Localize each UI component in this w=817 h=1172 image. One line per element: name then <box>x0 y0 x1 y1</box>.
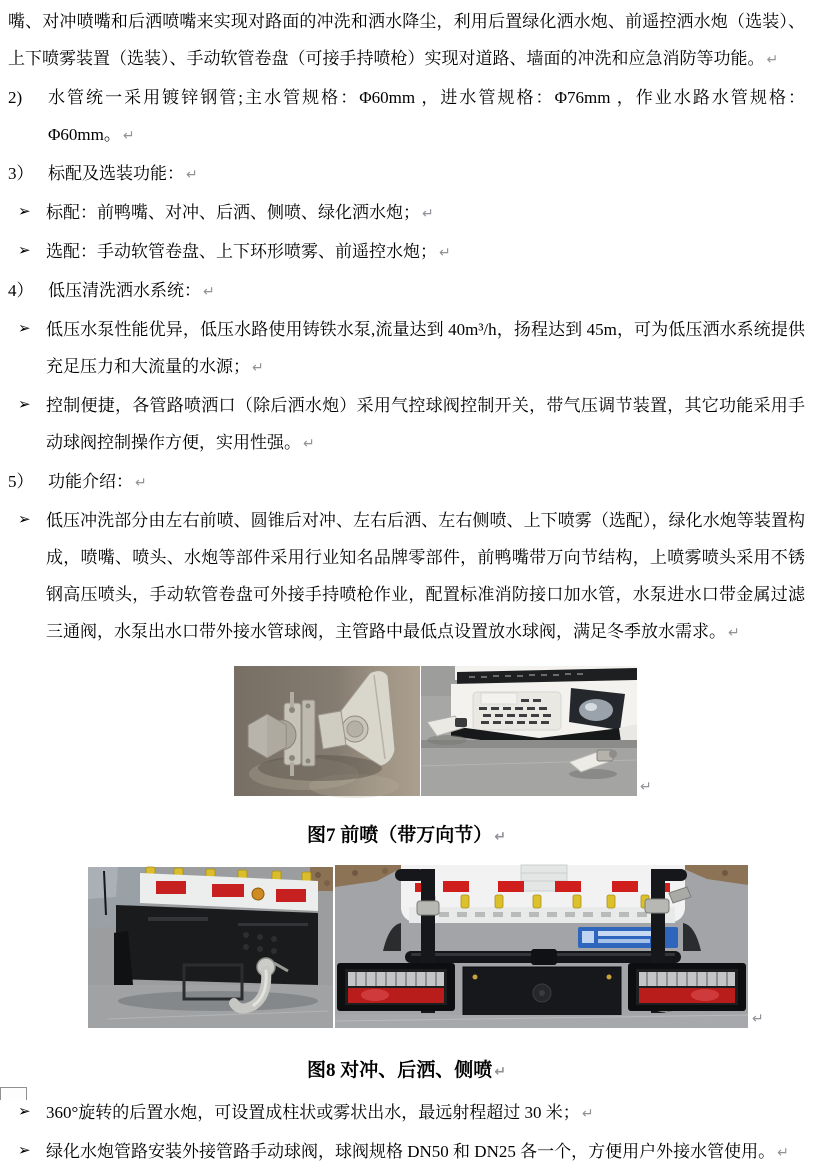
paragraph-mark: ↵ <box>422 206 434 222</box>
paragraph-mark: ↵ <box>494 829 506 845</box>
figure7-right-photo <box>421 666 637 796</box>
paragraph-mark: ↵ <box>640 779 652 795</box>
bullet-text <box>46 1133 805 1172</box>
paragraph-mark: ↵ <box>777 1145 789 1161</box>
numbered-item-4 <box>8 272 805 311</box>
bullet-arrow-icon: ➢ <box>18 1104 31 1120</box>
bullet-item-function-intro <box>8 502 805 652</box>
item-text <box>48 155 805 194</box>
bullet-text-content: 低压冲洗部分由左右前喷、圆锥后对冲、左右后洒、左右侧喷、上下喷雾（选配），绿化水炮等装置构成，喷嘴、喷头、水炮等部件采用行业知名品牌零部件，前鸭嘴带万向节结构，上喷雾喷头采用不锈钢高压喷头，手动软管卷盘可外接手持喷枪作业，配置标准消防接口加水管，水泵进水口带金属过滤三通阀，水泵出水口带外接水管球阀，主管路中最低点设置放水球阀，满足冬季放水需求。 <box>46 511 805 641</box>
paragraph-mark: ↵ <box>752 1011 764 1027</box>
numbered-item-3 <box>8 155 805 194</box>
item-text-content: 功能介绍： <box>48 472 133 491</box>
item-text-content: 低压清洗洒水系统： <box>48 281 201 300</box>
figure8-right-photo <box>335 865 748 1028</box>
bullet-text <box>46 1094 805 1133</box>
figure7-left-photo <box>234 666 420 796</box>
paragraph-mark: ↵ <box>203 284 215 300</box>
bullet-item-control <box>8 387 805 463</box>
paragraph-mark: ↵ <box>122 128 135 144</box>
bullet-text-content: 360°旋转的后置水炮，可设置成柱状或雾状出水，最远射程超过 30 米； <box>46 1103 580 1122</box>
bullet-text <box>46 233 805 272</box>
bullet-arrow-icon: ➢ <box>18 1143 31 1159</box>
paragraph-mark: ↵ <box>494 1064 506 1080</box>
paragraph-intro-tail <box>8 3 805 79</box>
tail-bullets <box>8 1094 805 1172</box>
paragraph-mark: ↵ <box>581 1106 594 1122</box>
item-number: 3） <box>8 164 34 183</box>
bullet-item-ball-valve <box>8 1133 805 1172</box>
item-text-content: 水管统一采用镀锌钢管;主水管规格：Φ60mm ，进水管规格：Φ76mm ，作业水路水管规格：Φ60mm。 <box>48 88 805 144</box>
bullet-text <box>46 502 805 652</box>
bullet-text <box>46 311 805 387</box>
figure7-caption <box>8 817 805 856</box>
paragraph-mark: ↵ <box>728 625 740 641</box>
table-fragment <box>0 1087 27 1100</box>
numbered-item-2 <box>8 79 805 155</box>
bullet-text <box>46 387 805 463</box>
bullet-arrow-icon: ➢ <box>18 243 31 259</box>
paragraph-mark: ↵ <box>303 436 315 452</box>
item-number: 5） <box>8 472 34 491</box>
bullet-text <box>46 194 805 233</box>
paragraph-mark: ↵ <box>135 475 147 491</box>
figure8-caption <box>8 1052 805 1091</box>
bullet-text-content: 控制便捷，各管路喷洒口（除后洒水炮）采用气控球阀控制开关，带气压调节装置，其它功能采用手动球阀控制操作方便，实用性强。 <box>46 396 805 452</box>
bullet-text-content: 标配：前鸭嘴、对冲、后洒、侧喷、绿化洒水炮； <box>46 203 420 222</box>
figure8-left-photo <box>88 867 333 1028</box>
bullet-arrow-icon: ➢ <box>18 204 31 220</box>
bullet-text-content: 选配：手动软管卷盘、上下环形喷雾、前遥控水炮； <box>46 242 437 261</box>
bullet-item-pump <box>8 311 805 387</box>
figure7-caption-text: 图7 前喷（带万向节） <box>307 825 493 846</box>
paragraph-mark: ↵ <box>252 360 264 376</box>
bullet-item-optional <box>8 233 805 272</box>
paragraph-mark: ↵ <box>186 167 198 183</box>
bullet-arrow-icon: ➢ <box>18 321 31 337</box>
item-text <box>48 272 805 311</box>
bullet-arrow-icon: ➢ <box>18 397 31 413</box>
item-number: 4） <box>8 281 34 300</box>
bullet-item-rear-cannon <box>8 1094 805 1133</box>
item-number: 2) <box>8 88 23 107</box>
paragraph-text: 嘴、对冲喷嘴和后洒喷嘴来实现对路面的冲洗和洒水降尘，利用后置绿化洒水炮、前遥控洒水炮（选装）、上下喷雾装置（选装）、手动软管卷盘（可接手持喷枪）实现对道路、墙面的冲洗和应急消防等功能。 <box>8 12 805 68</box>
figure7-images <box>234 666 805 796</box>
bullet-text-content: 绿化水炮管路安装外接管路手动球阀，球阀规格 DN50 和 DN25 各一个，方便用户外接水管使用。 <box>46 1142 776 1161</box>
item-text <box>48 79 805 155</box>
item-text-content: 标配及选装功能： <box>48 164 184 183</box>
bullet-text-content: 低压水泵性能优异，低压水路使用铸铁水泵,流量达到 40m³/h，扬程达到 45m，可为低压洒水系统提供充足压力和大流量的水源； <box>46 320 805 376</box>
bullet-item-standard <box>8 194 805 233</box>
figure8-images <box>88 865 805 1028</box>
bullet-arrow-icon: ➢ <box>18 512 31 528</box>
item-text <box>48 463 805 502</box>
numbered-item-5 <box>8 463 805 502</box>
figure8-caption-text: 图8 对冲、后洒、侧喷 <box>307 1060 493 1081</box>
paragraph-mark: ↵ <box>439 245 451 261</box>
paragraph-mark: ↵ <box>766 52 779 68</box>
